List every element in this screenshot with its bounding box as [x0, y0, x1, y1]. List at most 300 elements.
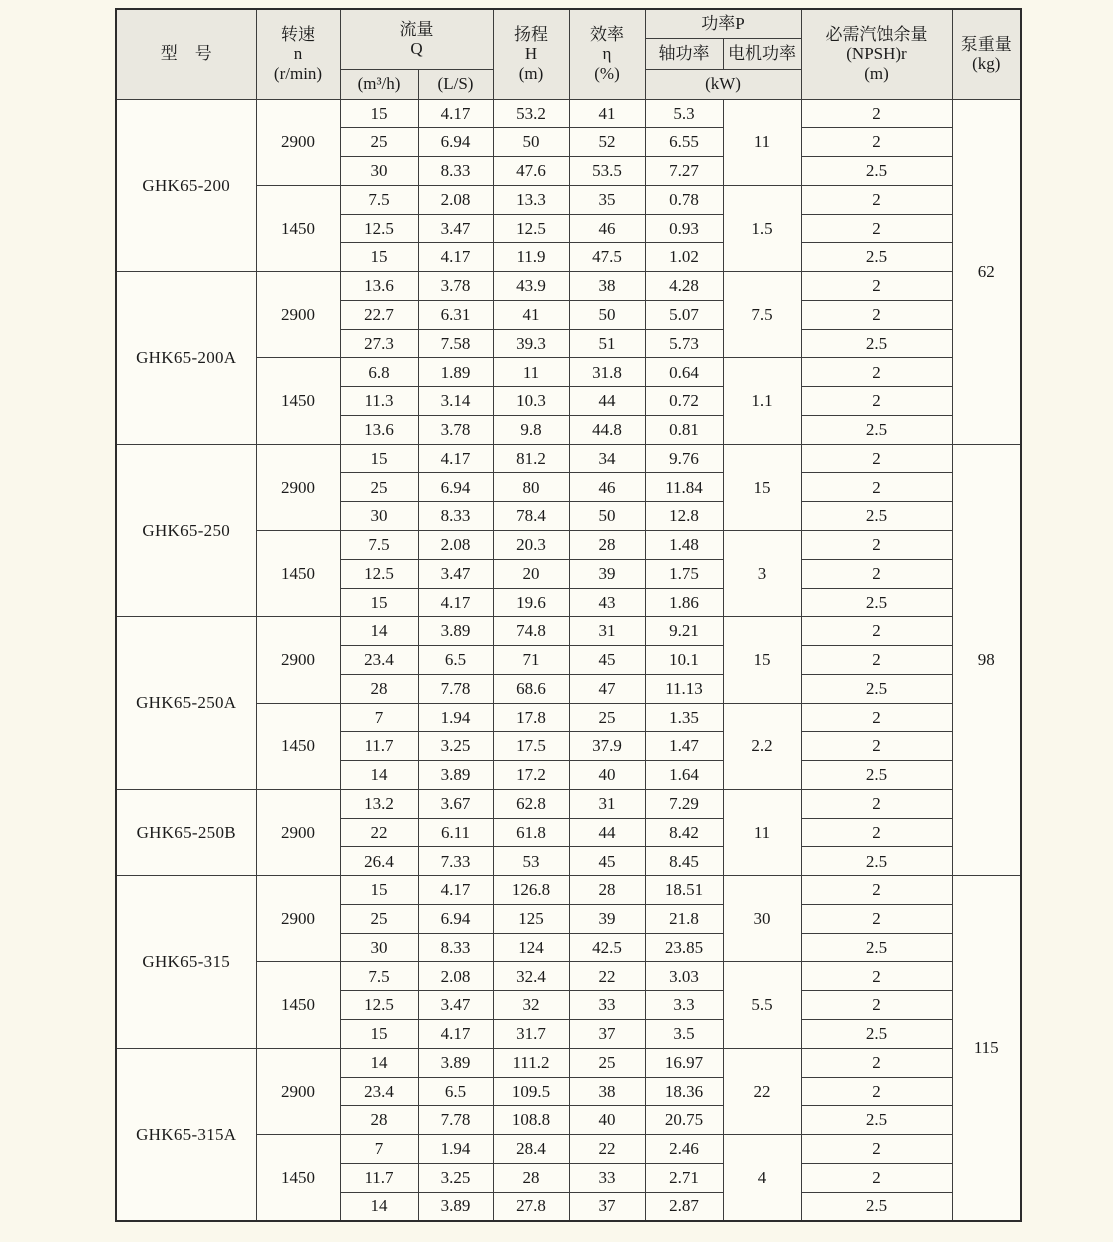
shaft-power-cell: 1.64: [645, 761, 723, 790]
header-head: [493, 9, 569, 99]
flow-ls-cell: 3.25: [418, 1163, 493, 1192]
flow-m3h-cell: 30: [340, 157, 418, 186]
head-cell: 61.8: [493, 818, 569, 847]
npsh-cell: 2.5: [801, 588, 952, 617]
npsh-cell: 2: [801, 818, 952, 847]
weight-cell: 115: [952, 876, 1021, 1221]
flow-m3h-cell: 7: [340, 1135, 418, 1164]
flow-ls-cell: 3.78: [418, 272, 493, 301]
flow-ls-cell: 3.89: [418, 761, 493, 790]
flow-m3h-cell: 27.3: [340, 329, 418, 358]
flow-ls-cell: 3.78: [418, 415, 493, 444]
flow-ls-cell: 7.58: [418, 329, 493, 358]
motor-power-cell: 11: [723, 789, 801, 875]
efficiency-cell: 37: [569, 1020, 645, 1049]
npsh-cell: 2: [801, 962, 952, 991]
motor-power-cell: 7.5: [723, 272, 801, 358]
shaft-power-cell: 23.85: [645, 933, 723, 962]
flow-ls-cell: 7.33: [418, 847, 493, 876]
header-npsh-line1: 必需汽蚀余量: [825, 24, 928, 44]
pump-spec-table: [115, 8, 1022, 1222]
shaft-power-cell: 11.13: [645, 674, 723, 703]
speed-cell: 2900: [256, 99, 340, 185]
head-cell: 62.8: [493, 789, 569, 818]
speed-cell: 1450: [256, 358, 340, 444]
efficiency-cell: 33: [569, 1163, 645, 1192]
header-model-label: 型 号: [160, 44, 212, 64]
flow-m3h-cell: 22: [340, 818, 418, 847]
head-cell: 53.2: [493, 99, 569, 128]
flow-ls-cell: 6.94: [418, 128, 493, 157]
head-cell: 111.2: [493, 1048, 569, 1077]
efficiency-cell: 42.5: [569, 933, 645, 962]
flow-ls-cell: 7.78: [418, 1106, 493, 1135]
shaft-power-cell: 1.35: [645, 703, 723, 732]
table-row: [116, 1048, 1021, 1077]
head-cell: 39.3: [493, 329, 569, 358]
npsh-cell: 2: [801, 300, 952, 329]
flow-m3h-cell: 15: [340, 1020, 418, 1049]
npsh-cell: 2: [801, 732, 952, 761]
header-power: [645, 9, 801, 38]
head-cell: 53: [493, 847, 569, 876]
efficiency-cell: 37: [569, 1192, 645, 1221]
shaft-power-cell: 8.42: [645, 818, 723, 847]
npsh-cell: 2: [801, 876, 952, 905]
header-npsh-line2: (NPSH)r: [846, 44, 907, 64]
flow-m3h-cell: 15: [340, 444, 418, 473]
npsh-cell: 2.5: [801, 157, 952, 186]
efficiency-cell: 39: [569, 559, 645, 588]
head-cell: 28: [493, 1163, 569, 1192]
head-cell: 13.3: [493, 185, 569, 214]
efficiency-cell: 50: [569, 300, 645, 329]
efficiency-cell: 37.9: [569, 732, 645, 761]
npsh-cell: 2: [801, 128, 952, 157]
efficiency-cell: 43: [569, 588, 645, 617]
motor-power-cell: 1.5: [723, 185, 801, 271]
header-head-line2: H: [524, 44, 538, 64]
flow-m3h-cell: 12.5: [340, 991, 418, 1020]
table-row: [116, 99, 1021, 128]
header-efficiency-line3: (%): [594, 64, 620, 84]
npsh-cell: 2: [801, 99, 952, 128]
motor-power-cell: 11: [723, 99, 801, 185]
shaft-power-cell: 11.84: [645, 473, 723, 502]
flow-ls-cell: 3.47: [418, 214, 493, 243]
efficiency-cell: 41: [569, 99, 645, 128]
model-name-cell: GHK65-200A: [116, 272, 256, 445]
flow-ls-cell: 8.33: [418, 502, 493, 531]
flow-m3h-cell: 12.5: [340, 559, 418, 588]
head-cell: 68.6: [493, 674, 569, 703]
efficiency-cell: 46: [569, 473, 645, 502]
shaft-power-cell: 1.75: [645, 559, 723, 588]
efficiency-cell: 38: [569, 1077, 645, 1106]
flow-m3h-cell: 14: [340, 1192, 418, 1221]
flow-ls-cell: 6.5: [418, 646, 493, 675]
speed-cell: 1450: [256, 962, 340, 1048]
header-flow-line2: Q: [410, 39, 423, 59]
head-cell: 32.4: [493, 962, 569, 991]
shaft-power-cell: 21.8: [645, 904, 723, 933]
flow-ls-cell: 3.14: [418, 387, 493, 416]
shaft-power-cell: 1.48: [645, 530, 723, 559]
npsh-cell: 2: [801, 272, 952, 301]
shaft-power-cell: 20.75: [645, 1106, 723, 1135]
speed-cell: 2900: [256, 617, 340, 703]
model-name-cell: GHK65-250A: [116, 617, 256, 790]
head-cell: 9.8: [493, 415, 569, 444]
shaft-power-cell: 9.21: [645, 617, 723, 646]
efficiency-cell: 46: [569, 214, 645, 243]
flow-m3h-cell: 30: [340, 502, 418, 531]
header-motor-power-label: 电机功率: [728, 43, 796, 63]
flow-ls-cell: 6.94: [418, 473, 493, 502]
motor-power-cell: 15: [723, 444, 801, 530]
shaft-power-cell: 8.45: [645, 847, 723, 876]
flow-ls-cell: 1.94: [418, 1135, 493, 1164]
flow-ls-cell: 4.17: [418, 588, 493, 617]
flow-m3h-cell: 25: [340, 473, 418, 502]
efficiency-cell: 31.8: [569, 358, 645, 387]
flow-m3h-cell: 25: [340, 128, 418, 157]
weight-cell: 62: [952, 99, 1021, 444]
npsh-cell: 2: [801, 185, 952, 214]
header-speed-line1: 转速: [281, 24, 315, 44]
npsh-cell: 2.5: [801, 243, 952, 272]
header-power-label: 功率P: [701, 13, 745, 33]
efficiency-cell: 39: [569, 904, 645, 933]
flow-ls-cell: 4.17: [418, 1020, 493, 1049]
flow-m3h-cell: 15: [340, 876, 418, 905]
table-header: [116, 9, 1021, 99]
header-flow-unit-ls: [418, 69, 493, 99]
motor-power-cell: 2.2: [723, 703, 801, 789]
flow-m3h-cell: 7.5: [340, 530, 418, 559]
header-head-line3: (m): [518, 64, 544, 84]
head-cell: 11: [493, 358, 569, 387]
efficiency-cell: 45: [569, 847, 645, 876]
table-row: [116, 617, 1021, 646]
head-cell: 80: [493, 473, 569, 502]
shaft-power-cell: 5.07: [645, 300, 723, 329]
speed-cell: 1450: [256, 1135, 340, 1221]
head-cell: 41: [493, 300, 569, 329]
flow-ls-cell: 6.11: [418, 818, 493, 847]
shaft-power-cell: 4.28: [645, 272, 723, 301]
table-row: [116, 444, 1021, 473]
npsh-cell: 2.5: [801, 933, 952, 962]
header-weight-line1: 泵重量: [960, 34, 1012, 54]
npsh-cell: 2: [801, 703, 952, 732]
flow-ls-cell: 3.89: [418, 1192, 493, 1221]
shaft-power-cell: 5.3: [645, 99, 723, 128]
header-head-line1: 扬程: [514, 24, 548, 44]
npsh-cell: 2: [801, 789, 952, 818]
head-cell: 20.3: [493, 530, 569, 559]
flow-m3h-cell: 11.7: [340, 1163, 418, 1192]
header-npsh: [801, 9, 952, 99]
flow-ls-cell: 3.89: [418, 1048, 493, 1077]
npsh-cell: 2: [801, 214, 952, 243]
flow-m3h-cell: 23.4: [340, 646, 418, 675]
header-shaft-power: [645, 38, 723, 69]
shaft-power-cell: 16.97: [645, 1048, 723, 1077]
npsh-cell: 2.5: [801, 847, 952, 876]
motor-power-cell: 15: [723, 617, 801, 703]
table-row: [116, 876, 1021, 905]
model-name-cell: GHK65-315A: [116, 1048, 256, 1221]
npsh-cell: 2: [801, 444, 952, 473]
npsh-cell: 2: [801, 1135, 952, 1164]
shaft-power-cell: 2.46: [645, 1135, 723, 1164]
flow-m3h-cell: 11.7: [340, 732, 418, 761]
shaft-power-cell: 10.1: [645, 646, 723, 675]
head-cell: 20: [493, 559, 569, 588]
weight-cell: 98: [952, 444, 1021, 875]
speed-cell: 2900: [256, 1048, 340, 1134]
efficiency-cell: 47.5: [569, 243, 645, 272]
header-power-unit-label: (kW): [705, 74, 741, 94]
efficiency-cell: 44.8: [569, 415, 645, 444]
head-cell: 19.6: [493, 588, 569, 617]
model-name-cell: GHK65-250: [116, 444, 256, 617]
header-flow-unit-ls-label: (L/S): [437, 74, 474, 94]
npsh-cell: 2: [801, 358, 952, 387]
shaft-power-cell: 7.29: [645, 789, 723, 818]
motor-power-cell: 22: [723, 1048, 801, 1134]
efficiency-cell: 51: [569, 329, 645, 358]
npsh-cell: 2: [801, 1163, 952, 1192]
flow-ls-cell: 6.31: [418, 300, 493, 329]
shaft-power-cell: 3.03: [645, 962, 723, 991]
flow-ls-cell: 4.17: [418, 243, 493, 272]
efficiency-cell: 25: [569, 1048, 645, 1077]
shaft-power-cell: 18.36: [645, 1077, 723, 1106]
efficiency-cell: 44: [569, 387, 645, 416]
shaft-power-cell: 2.87: [645, 1192, 723, 1221]
npsh-cell: 2.5: [801, 1106, 952, 1135]
speed-cell: 2900: [256, 876, 340, 962]
head-cell: 17.5: [493, 732, 569, 761]
speed-cell: 2900: [256, 272, 340, 358]
shaft-power-cell: 0.93: [645, 214, 723, 243]
flow-m3h-cell: 14: [340, 617, 418, 646]
flow-ls-cell: 3.67: [418, 789, 493, 818]
flow-ls-cell: 8.33: [418, 157, 493, 186]
npsh-cell: 2: [801, 559, 952, 588]
shaft-power-cell: 0.72: [645, 387, 723, 416]
efficiency-cell: 31: [569, 617, 645, 646]
shaft-power-cell: 0.64: [645, 358, 723, 387]
header-speed-line2: n: [293, 44, 303, 64]
efficiency-cell: 40: [569, 761, 645, 790]
shaft-power-cell: 1.02: [645, 243, 723, 272]
shaft-power-cell: 18.51: [645, 876, 723, 905]
efficiency-cell: 28: [569, 530, 645, 559]
flow-ls-cell: 1.89: [418, 358, 493, 387]
efficiency-cell: 52: [569, 128, 645, 157]
header-efficiency: [569, 9, 645, 99]
flow-ls-cell: 6.5: [418, 1077, 493, 1106]
flow-ls-cell: 2.08: [418, 962, 493, 991]
npsh-cell: 2: [801, 991, 952, 1020]
head-cell: 81.2: [493, 444, 569, 473]
header-flow-unit-m3h: [340, 69, 418, 99]
head-cell: 43.9: [493, 272, 569, 301]
head-cell: 125: [493, 904, 569, 933]
shaft-power-cell: 3.5: [645, 1020, 723, 1049]
header-speed-line3: (r/min): [273, 64, 323, 84]
motor-power-cell: 1.1: [723, 358, 801, 444]
flow-ls-cell: 4.17: [418, 444, 493, 473]
efficiency-cell: 28: [569, 876, 645, 905]
model-name-cell: GHK65-250B: [116, 789, 256, 875]
flow-ls-cell: 7.78: [418, 674, 493, 703]
flow-m3h-cell: 14: [340, 1048, 418, 1077]
efficiency-cell: 22: [569, 1135, 645, 1164]
speed-cell: 1450: [256, 185, 340, 271]
motor-power-cell: 5.5: [723, 962, 801, 1048]
header-flow-unit-m3h-label: (m³/h): [357, 74, 401, 94]
efficiency-cell: 45: [569, 646, 645, 675]
flow-m3h-cell: 6.8: [340, 358, 418, 387]
model-name-cell: GHK65-200: [116, 99, 256, 272]
flow-ls-cell: 3.47: [418, 559, 493, 588]
shaft-power-cell: 0.78: [645, 185, 723, 214]
flow-ls-cell: 1.94: [418, 703, 493, 732]
efficiency-cell: 34: [569, 444, 645, 473]
efficiency-cell: 31: [569, 789, 645, 818]
flow-m3h-cell: 23.4: [340, 1077, 418, 1106]
npsh-cell: 2.5: [801, 502, 952, 531]
speed-cell: 1450: [256, 703, 340, 789]
shaft-power-cell: 3.3: [645, 991, 723, 1020]
motor-power-cell: 30: [723, 876, 801, 962]
head-cell: 32: [493, 991, 569, 1020]
efficiency-cell: 50: [569, 502, 645, 531]
shaft-power-cell: 0.81: [645, 415, 723, 444]
head-cell: 27.8: [493, 1192, 569, 1221]
flow-ls-cell: 3.89: [418, 617, 493, 646]
shaft-power-cell: 2.71: [645, 1163, 723, 1192]
npsh-cell: 2: [801, 1077, 952, 1106]
head-cell: 11.9: [493, 243, 569, 272]
header-motor-power: [723, 38, 801, 69]
npsh-cell: 2.5: [801, 761, 952, 790]
header-flow-line1: 流量: [399, 19, 434, 39]
head-cell: 124: [493, 933, 569, 962]
flow-ls-cell: 3.47: [418, 991, 493, 1020]
flow-m3h-cell: 14: [340, 761, 418, 790]
header-shaft-power-label: 轴功率: [658, 43, 710, 63]
header-efficiency-line2: η: [602, 44, 612, 64]
flow-ls-cell: 2.08: [418, 530, 493, 559]
npsh-cell: 2.5: [801, 1192, 952, 1221]
flow-m3h-cell: 22.7: [340, 300, 418, 329]
npsh-cell: 2: [801, 387, 952, 416]
flow-m3h-cell: 7.5: [340, 962, 418, 991]
head-cell: 74.8: [493, 617, 569, 646]
header-weight-line2: (kg): [972, 54, 1001, 74]
flow-m3h-cell: 25: [340, 904, 418, 933]
table-body: [116, 99, 1021, 1221]
header-power-unit: [645, 69, 801, 99]
flow-ls-cell: 6.94: [418, 904, 493, 933]
header-speed: [256, 9, 340, 99]
efficiency-cell: 38: [569, 272, 645, 301]
speed-cell: 2900: [256, 444, 340, 530]
header-model: [116, 9, 256, 99]
flow-m3h-cell: 11.3: [340, 387, 418, 416]
speed-cell: 2900: [256, 789, 340, 875]
efficiency-cell: 35: [569, 185, 645, 214]
flow-ls-cell: 2.08: [418, 185, 493, 214]
head-cell: 31.7: [493, 1020, 569, 1049]
table-row: [116, 272, 1021, 301]
flow-m3h-cell: 15: [340, 243, 418, 272]
head-cell: 17.2: [493, 761, 569, 790]
model-name-cell: GHK65-315: [116, 876, 256, 1049]
table-row: [116, 789, 1021, 818]
npsh-cell: 2: [801, 646, 952, 675]
head-cell: 126.8: [493, 876, 569, 905]
motor-power-cell: 3: [723, 530, 801, 616]
efficiency-cell: 47: [569, 674, 645, 703]
header-efficiency-line1: 效率: [590, 24, 624, 44]
flow-m3h-cell: 13.2: [340, 789, 418, 818]
head-cell: 12.5: [493, 214, 569, 243]
head-cell: 78.4: [493, 502, 569, 531]
flow-m3h-cell: 13.6: [340, 272, 418, 301]
efficiency-cell: 44: [569, 818, 645, 847]
header-flow: [340, 9, 493, 69]
shaft-power-cell: 12.8: [645, 502, 723, 531]
flow-m3h-cell: 15: [340, 588, 418, 617]
shaft-power-cell: 7.27: [645, 157, 723, 186]
flow-m3h-cell: 12.5: [340, 214, 418, 243]
flow-ls-cell: 3.25: [418, 732, 493, 761]
flow-m3h-cell: 15: [340, 99, 418, 128]
flow-ls-cell: 8.33: [418, 933, 493, 962]
npsh-cell: 2.5: [801, 674, 952, 703]
npsh-cell: 2: [801, 530, 952, 559]
flow-ls-cell: 4.17: [418, 99, 493, 128]
flow-m3h-cell: 7.5: [340, 185, 418, 214]
efficiency-cell: 33: [569, 991, 645, 1020]
npsh-cell: 2: [801, 904, 952, 933]
efficiency-cell: 53.5: [569, 157, 645, 186]
flow-ls-cell: 4.17: [418, 876, 493, 905]
shaft-power-cell: 1.86: [645, 588, 723, 617]
flow-m3h-cell: 26.4: [340, 847, 418, 876]
npsh-cell: 2.5: [801, 415, 952, 444]
efficiency-cell: 40: [569, 1106, 645, 1135]
head-cell: 17.8: [493, 703, 569, 732]
efficiency-cell: 25: [569, 703, 645, 732]
head-cell: 47.6: [493, 157, 569, 186]
head-cell: 28.4: [493, 1135, 569, 1164]
efficiency-cell: 22: [569, 962, 645, 991]
header-weight: [952, 9, 1021, 99]
npsh-cell: 2: [801, 617, 952, 646]
npsh-cell: 2.5: [801, 1020, 952, 1049]
head-cell: 10.3: [493, 387, 569, 416]
shaft-power-cell: 6.55: [645, 128, 723, 157]
npsh-cell: 2.5: [801, 329, 952, 358]
npsh-cell: 2: [801, 1048, 952, 1077]
